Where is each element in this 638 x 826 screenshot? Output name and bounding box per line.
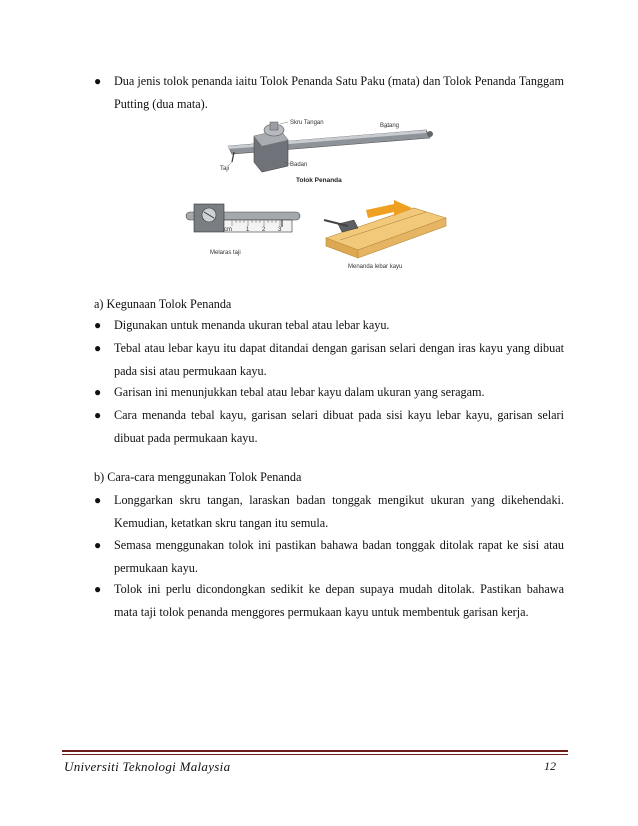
label-menanda-lebar: Menanda lebar kayu — [348, 264, 403, 270]
section-a-heading: a) Kegunaan Tolok Penanda — [94, 297, 232, 311]
list-item — [94, 578, 564, 623]
marking-gauge-figure — [214, 118, 440, 192]
label-batang: Batang — [380, 123, 400, 129]
list-item — [94, 534, 564, 579]
list-item — [94, 337, 564, 382]
intro-bullet-text: Dua jenis tolok penanda iaitu Tolok Penanda Satu Paku (mata) dan Tolok Penanda Tanggam Putting (dua mata). — [114, 74, 564, 111]
footer-university: Universiti Teknologi Malaysia — [64, 759, 231, 774]
scale-cm: cm — [224, 227, 232, 233]
label-badan: Badan — [290, 162, 308, 168]
list-item-text: Garisan ini menunjukkan tebal atau lebar kayu dalam ukuran yang seragam. — [114, 385, 485, 399]
bullet-icon: ● — [94, 493, 102, 507]
marking-width-figure — [318, 196, 452, 272]
bullet-icon: ● — [94, 74, 102, 88]
intro-bullet — [94, 70, 564, 115]
bullet-icon: ● — [94, 538, 102, 552]
list-item — [94, 489, 564, 534]
footer-divider — [62, 750, 568, 752]
list-item — [94, 404, 564, 449]
list-item — [94, 314, 564, 337]
scale-3: 3 — [278, 227, 282, 233]
adjust-pin-figure — [180, 196, 304, 260]
bullet-icon: ● — [94, 318, 102, 332]
list-item — [94, 381, 564, 404]
bullet-icon: ● — [94, 341, 102, 355]
list-item-text: Digunakan untuk menanda ukuran tebal atau lebar kayu. — [114, 318, 390, 332]
label-melaras-taji: Melaras taji — [210, 250, 241, 256]
section-b-heading: b) Cara-cara menggunakan Tolok Penanda — [94, 470, 302, 484]
scale-1: 1 — [246, 227, 250, 233]
bullet-icon: ● — [94, 408, 102, 422]
figure-caption: Tolok Penanda — [296, 177, 342, 184]
page-number: 12 — [544, 759, 556, 773]
label-taji: Taji — [220, 166, 230, 172]
bullet-icon: ● — [94, 582, 102, 596]
label-skru-tangan: Skru Tangan — [290, 120, 324, 126]
list-item-text: Tolok ini perlu dicondongkan sedikit ke depan supaya mudah ditolak. Pastikan bahawa mata taji tolok penanda menggores permukaan kayu untuk membentuk garisan kerja. — [114, 582, 564, 619]
list-item-text: Tebal atau lebar kayu itu dapat ditandai dengan garisan selari dengan iras kayu yang dibuat pada sisi atau permukaan kayu. — [114, 341, 564, 378]
bullet-icon: ● — [94, 385, 102, 399]
list-item-text: Cara menanda tebal kayu, garisan selari dibuat pada sisi kayu lebar kayu, garisan selari dibuat pada permukaan kayu. — [114, 408, 564, 445]
footer-divider — [62, 754, 568, 755]
list-item-text: Longgarkan skru tangan, laraskan badan tonggak mengikut ukuran yang dikehendaki. Kemudian, ketatkan skru tangan itu semula. — [114, 493, 564, 530]
scale-2: 2 — [262, 227, 266, 233]
list-item-text: Semasa menggunakan tolok ini pastikan bahawa badan tonggak ditolak rapat ke sisi atau permukaan kayu. — [114, 538, 564, 575]
